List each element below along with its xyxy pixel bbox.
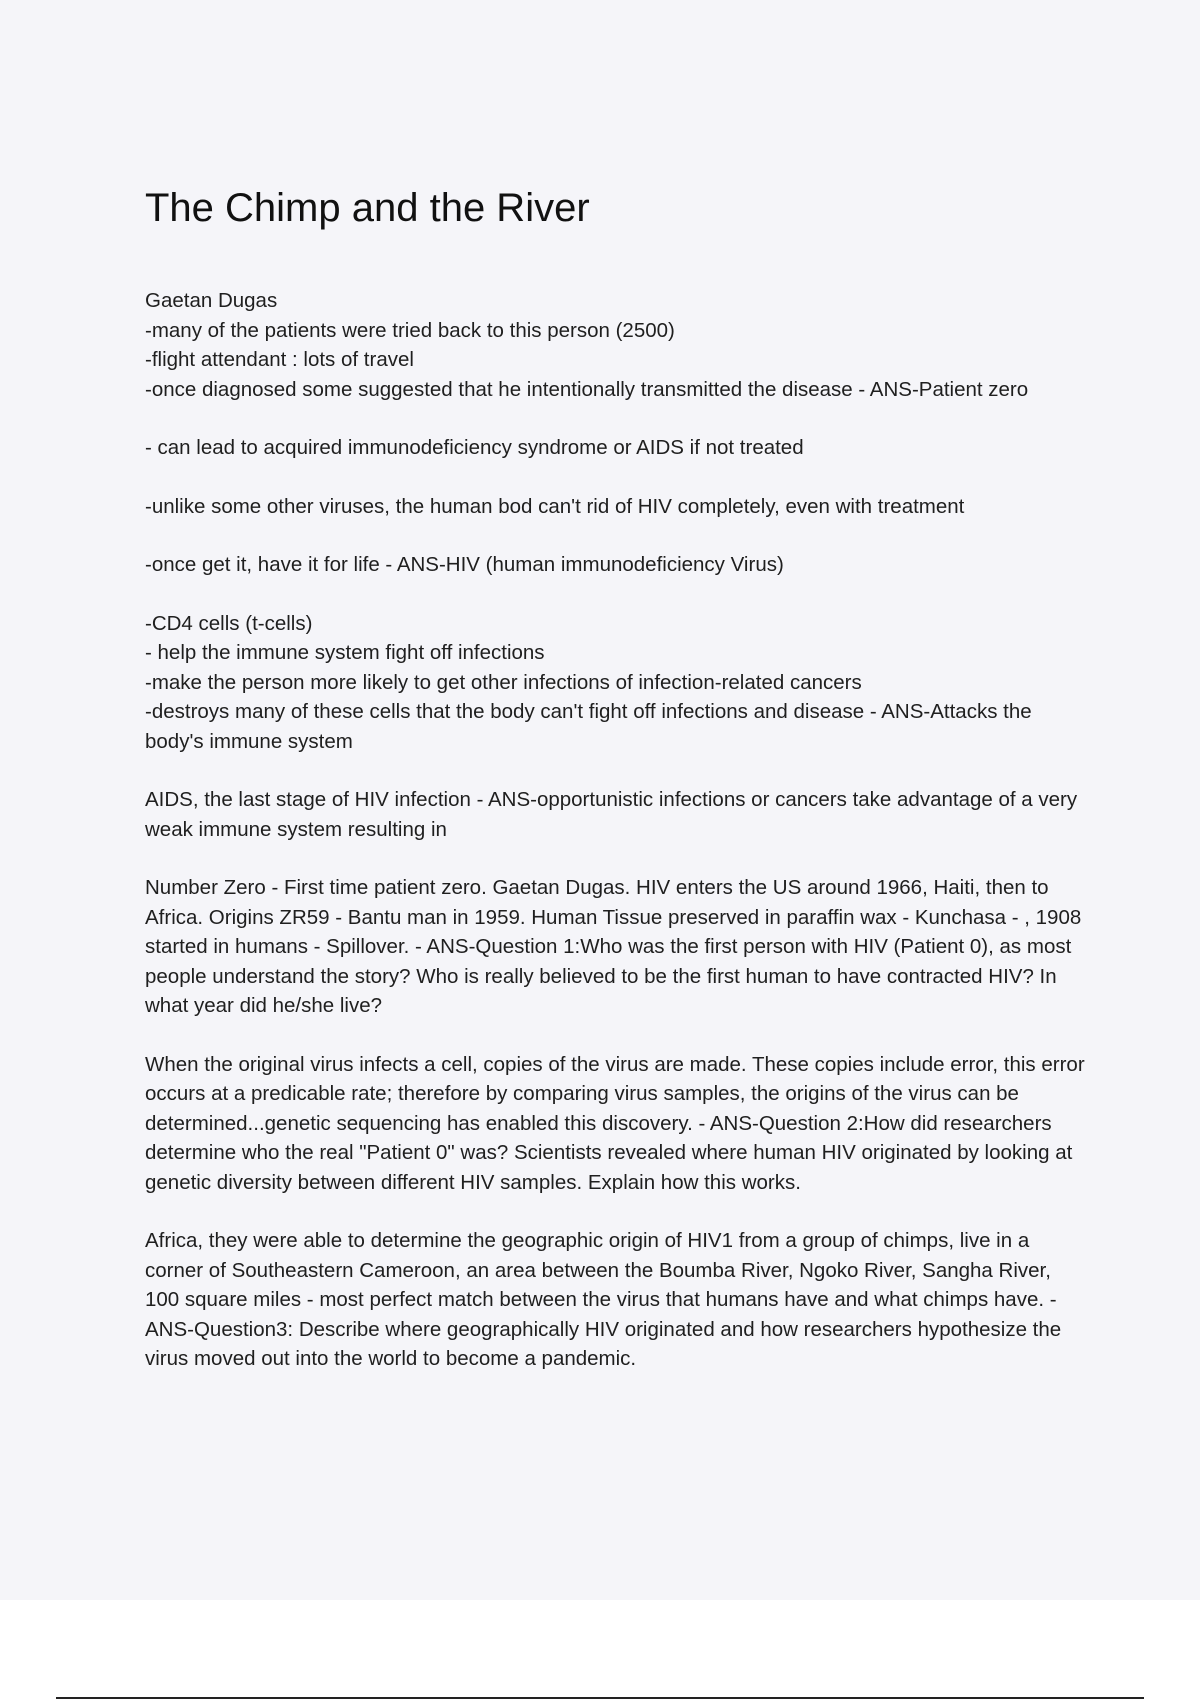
paragraph-line: -many of the patients were tried back to this person (2500) xyxy=(145,318,675,342)
document-title: The Chimp and the River xyxy=(145,186,590,230)
paragraph-line: -once get it, have it for life - ANS-HIV (human immunodeficiency Virus) xyxy=(145,553,784,576)
paragraph-line: AIDS, the last stage of HIV infection - ANS-opportunistic infections or cancers take advantage of a very weak immune system resulting in xyxy=(145,788,1078,841)
paragraph-aids-lead xyxy=(145,433,1090,463)
paragraph-unlike-viruses xyxy=(145,492,1090,522)
paragraph-line: When the original virus infects a cell, copies of the virus are made. These copies include error, this error occurs at a predicable rate; therefore by comparing virus samples, the origins of the virus can be determined...genetic sequencing has enabled this discovery. - ANS-Question 2:How did researchers determine who the real "Patient 0" was? Scientists revealed where human HIV originated by looking at genetic diversity between different HIV samples. Explain how this works. xyxy=(145,1052,1085,1194)
paragraph-line: -unlike some other viruses, the human bod can't rid of HIV completely, even with treatment xyxy=(145,494,965,518)
paragraph-line: -flight attendant : lots of travel xyxy=(145,348,414,371)
paragraph-line: - can lead to acquired immunodeficiency syndrome or AIDS if not treated xyxy=(145,436,804,459)
paragraph-line: -destroys many of these cells that the body can't fight off infections and disease - ANS-Attacks the body's immune system xyxy=(145,700,1032,753)
paragraph-number-zero xyxy=(145,873,1090,1021)
paragraph-gaetan-dugas xyxy=(145,286,1090,404)
paragraph-hiv-for-life xyxy=(145,550,1090,580)
paragraph-cd4-cells xyxy=(145,609,1090,757)
paragraph-original-virus xyxy=(145,1050,1090,1198)
paragraph-line: -CD4 cells (t-cells) xyxy=(145,611,313,635)
document-content xyxy=(145,180,1090,1403)
paragraph-line: Number Zero - First time patient zero. Gaetan Dugas. HIV enters the US around 1966, Haiti, then to Africa. Origins ZR59 - Bantu man in 1959. Human Tissue preserved in paraffin wax - Kunchasa - , 1908 started in humans - Spillover. - ANS-Question 1:Who was the first person with HIV (Patient 0), as most people understand the story? Who is really believed to be the first human to have contracted HIV? In what year did he/she live? xyxy=(145,876,1082,1017)
paragraph-line: Gaetan Dugas xyxy=(145,289,278,312)
page-divider xyxy=(56,1697,1144,1699)
paragraph-line: - help the immune system fight off infections xyxy=(145,641,545,664)
paragraph-aids-last-stage xyxy=(145,785,1090,844)
paragraph-line: -make the person more likely to get other infections of infection-related cancers xyxy=(145,670,862,694)
paragraph-line: -once diagnosed some suggested that he intentionally transmitted the disease - ANS-Patient zero xyxy=(145,377,1029,401)
paragraph-line: Africa, they were able to determine the geographic origin of HIV1 from a group of chimps, live in a corner of Southeastern Cameroon, an area between the Boumba River, Ngoko River, Sangha River, 100 square miles - most perfect match between the virus that humans have and what chimps have. - ANS-Question3: Describe where geographically HIV originated and how researchers hypothesize the virus moved out into the world to become a pandemic. xyxy=(145,1229,1062,1370)
paragraph-africa-origin xyxy=(145,1226,1090,1374)
